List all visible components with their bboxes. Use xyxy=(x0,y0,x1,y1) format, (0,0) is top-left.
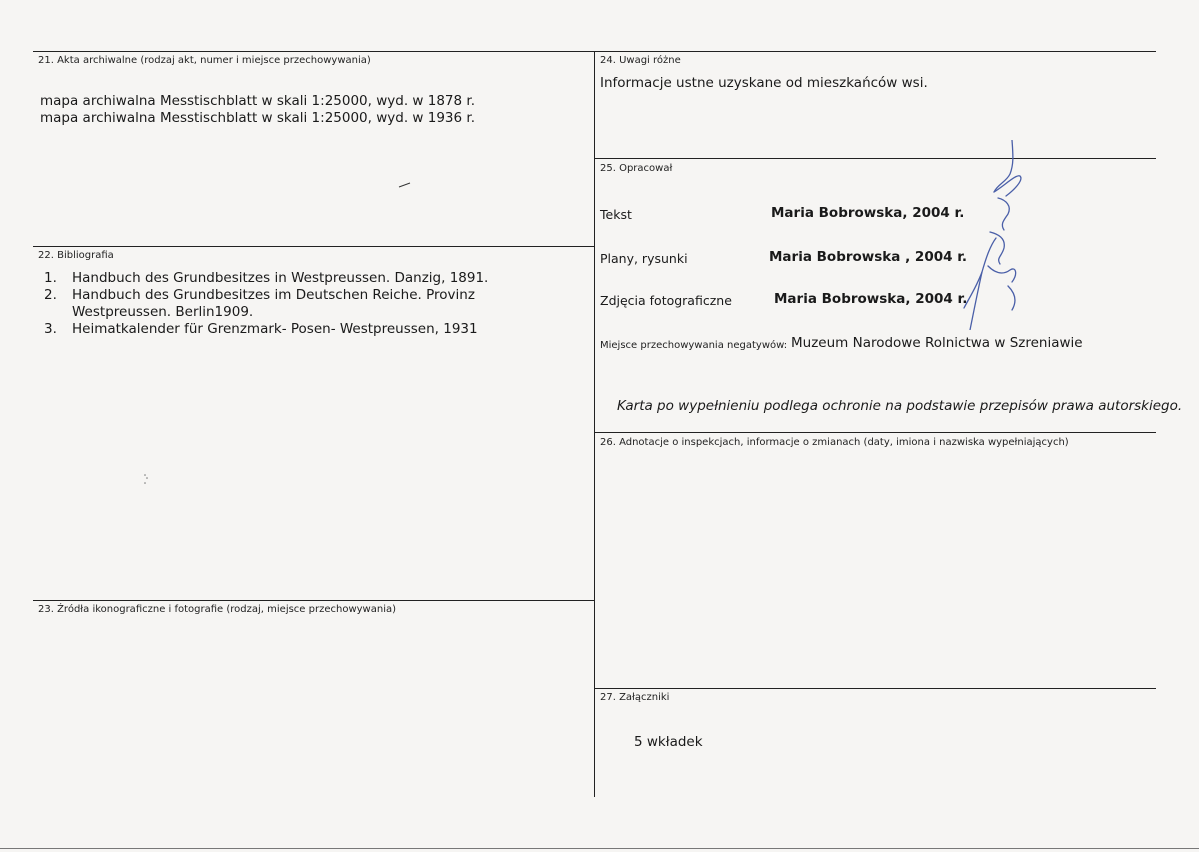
negatives-storage-value: Muzeum Narodowe Rolnictwa w Szreniawie xyxy=(791,335,1083,351)
bibliography-item-number: 1. xyxy=(44,270,57,286)
bibliography-item-number: 3. xyxy=(44,321,57,337)
author-field-photos-value: Maria Bobrowska, 2004 r. xyxy=(774,291,968,307)
divider-21-22 xyxy=(33,246,594,247)
divider-26-27 xyxy=(594,688,1156,689)
negatives-storage-label: Miejsce przechowywania negatywów: xyxy=(600,340,788,351)
section-21-label: 21. Akta archiwalne (rodzaj akt, numer i miejsce przechowywania) xyxy=(38,55,371,66)
copyright-note: Karta po wypełnieniu podlega ochronie na podstawie przepisów prawa autorskiego. xyxy=(617,398,1183,414)
section-22-label: 22. Bibliografia xyxy=(38,250,114,261)
scan-artifact-mark xyxy=(398,182,412,188)
attachments-count: 5 wkładek xyxy=(634,734,703,750)
divider-25-26 xyxy=(594,432,1156,433)
bibliography-item-text: Handbuch des Grundbesitzes im Deutschen Reiche. Provinz Westpreussen. Berlin1909. xyxy=(72,287,475,320)
section-25-label: 25. Opracował xyxy=(600,163,673,174)
divider-22-23 xyxy=(33,600,594,601)
bibliography-item xyxy=(44,321,564,338)
archive-record-1: mapa archiwalna Messtischblatt w skali 1:25000, wyd. w 1878 r. xyxy=(40,93,475,109)
column-divider xyxy=(594,51,595,797)
bibliography-item-number: 2. xyxy=(44,287,57,303)
scan-artifact-mark xyxy=(142,472,150,488)
bibliography-item xyxy=(44,270,564,287)
author-field-photos-label: Zdjęcia fotograficzne xyxy=(600,293,732,308)
author-field-plans-value: Maria Bobrowska , 2004 r. xyxy=(769,249,968,265)
archive-record-2: mapa archiwalna Messtischblatt w skali 1:25000, wyd. w 1936 r. xyxy=(40,110,475,126)
bibliography-list xyxy=(44,270,564,338)
section-27-label: 27. Załączniki xyxy=(600,692,670,703)
handwritten-signature xyxy=(960,140,1030,330)
section-24-label: 24. Uwagi różne xyxy=(600,55,681,66)
bibliography-item xyxy=(44,287,564,321)
author-field-text-value: Maria Bobrowska, 2004 r. xyxy=(771,205,965,221)
divider-24-25 xyxy=(594,158,1156,159)
remarks-text: Informacje ustne uzyskane od mieszkańców wsi. xyxy=(600,75,928,91)
bibliography-item-text: Handbuch des Grundbesitzes in Westpreussen. Danzig, 1891. xyxy=(72,270,489,286)
author-field-plans-label: Plany, rysunki xyxy=(600,251,688,266)
bibliography-item-text: Heimatkalender für Grenzmark- Posen- Westpreussen, 1931 xyxy=(72,321,478,337)
section-23-label: 23. Źródła ikonograficzne i fotografie (rodzaj, miejsce przechowywania) xyxy=(38,604,397,615)
section-26-label: 26. Adnotacje o inspekcjach, informacje o zmianach (daty, imiona i nazwiska wypełniających) xyxy=(600,437,1069,448)
bottom-edge-line xyxy=(0,848,1199,849)
author-field-text-label: Tekst xyxy=(600,207,632,222)
